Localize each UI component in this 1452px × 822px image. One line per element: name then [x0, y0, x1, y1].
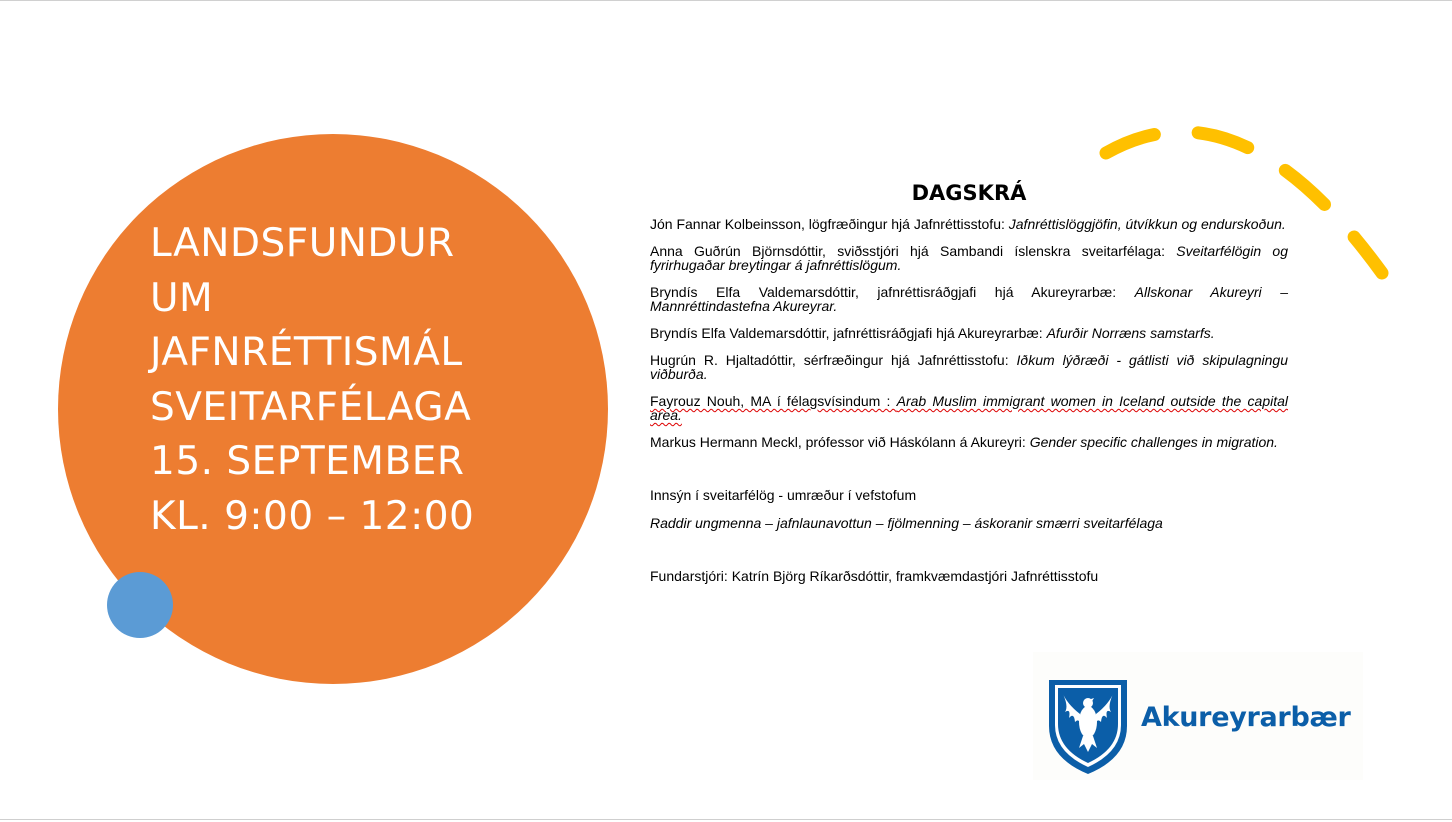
agenda-item — [650, 353, 1288, 381]
title-line: SVEITARFÉLAGA — [150, 384, 472, 430]
agenda-heading: DAGSKRÁ — [911, 181, 1027, 205]
session-title: Innsýn í sveitarfélög - umræður í vefstofum — [650, 487, 917, 503]
talk-title: Arab Muslim immigrant women in Iceland outside the capital area. — [650, 393, 1288, 423]
slide-title — [150, 217, 530, 544]
title-line: JAFNRÉTTISMÁL — [150, 330, 463, 375]
agenda-item — [650, 285, 1288, 313]
agenda-item — [650, 394, 1288, 422]
talk-title: Jafnréttislöggjöfin, útvíkkun og endurskoðun. — [1008, 216, 1286, 232]
agenda-item — [650, 217, 1288, 231]
speaker: Jón Fannar Kolbeinsson, lögfræðingur hjá Jafnréttisstofu: — [650, 216, 1009, 232]
meeting-chair: Fundarstjóri: Katrín Björg Ríkarðsdóttir, framkvæmdastjóri Jafnréttisstofu — [650, 568, 1099, 584]
slide-bottom-border — [0, 819, 1452, 820]
eagle-crest-icon — [1047, 678, 1129, 776]
agenda-item — [650, 326, 1288, 340]
akureyrarbaer-logo — [1033, 652, 1363, 780]
speaker: Bryndís Elfa Valdemarsdóttir, jafnréttisráðgjafi hjá Akureyrarbæ: — [650, 284, 1135, 300]
agenda-item — [650, 244, 1288, 272]
talk-title: Iðkum lýðræði - gátlisti við skipulagningu viðburða. — [650, 352, 1288, 382]
blue-dot — [107, 572, 173, 638]
speaker: Hugrún R. Hjaltadóttir, sérfræðingur hjá Jafnréttisstofu: — [650, 352, 1017, 368]
speaker: Anna Guðrún Björnsdóttir, sviðsstjóri hjá Sambandi íslenskra sveitarfélaga: — [650, 243, 1177, 259]
speaker: Fayrouz Nouh, MA í félagsvísindum : — [650, 393, 897, 409]
speaker: Bryndís Elfa Valdemarsdóttir, jafnréttisráðgjafi hjá Akureyrarbæ: — [650, 325, 1047, 341]
agenda-item — [650, 435, 1288, 449]
title-line: 15. SEPTEMBER — [150, 439, 465, 484]
title-line: UM — [150, 275, 214, 321]
talk-title: Sveitarfélögin og fyrirhugaðar breytingar á jafnréttislögum. — [650, 243, 1288, 273]
talk-title: Gender specific challenges in migration. — [1029, 434, 1278, 450]
title-line: KL. 9:00 – 12:00 — [150, 493, 475, 539]
agenda — [650, 181, 1288, 584]
logo-text: Akureyrarbær — [1141, 702, 1351, 733]
speaker: Markus Hermann Meckl, prófessor við Háskólann á Akureyri: — [650, 434, 1030, 450]
title-line: LANDSFUNDUR — [150, 221, 455, 266]
talk-title: Afurðir Norræns samstarfs. — [1046, 325, 1215, 341]
session-topics: Raddir ungmenna – jafnlaunavottun – fjölmenning – áskoranir smærri sveitarfélaga — [650, 515, 1163, 531]
talk-title: Allskonar Akureyri – Mannréttindastefna Akureyrar. — [650, 284, 1288, 314]
